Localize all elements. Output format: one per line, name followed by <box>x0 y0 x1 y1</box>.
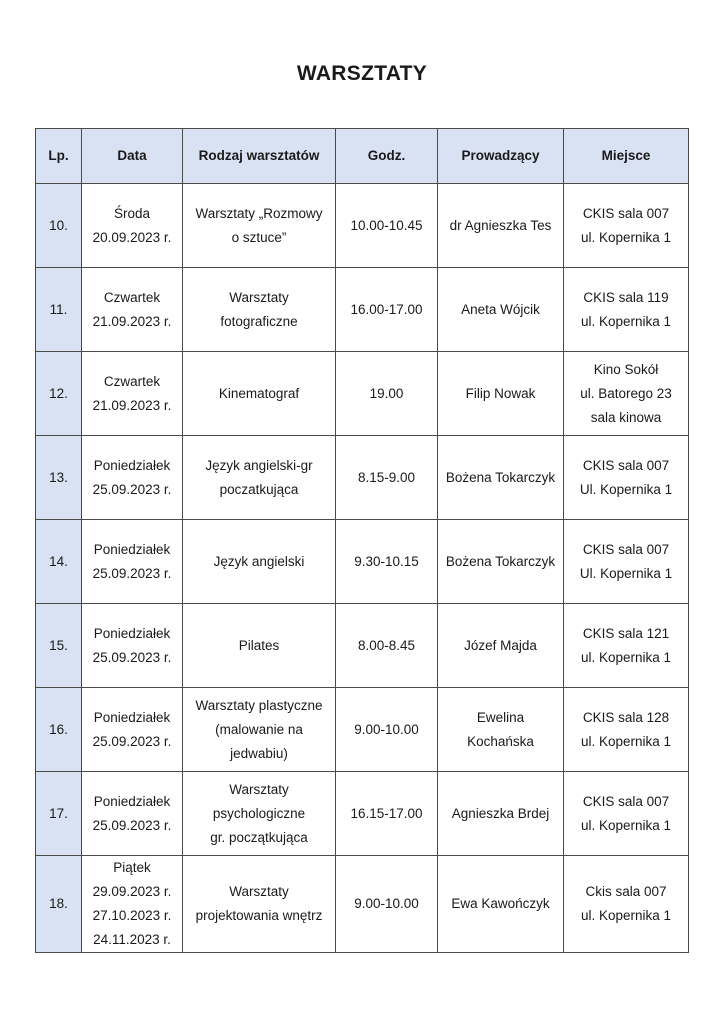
cell-location-line: ul. Batorego 23 <box>580 385 672 401</box>
cell-workshop-type-line: jedwabiu) <box>230 745 288 761</box>
table-row <box>36 352 689 436</box>
cell-instructor-line: Aneta Wójcik <box>461 301 540 317</box>
header-godz: Godz. <box>336 129 438 184</box>
cell-workshop-type <box>183 436 336 520</box>
cell-hours <box>336 268 438 352</box>
cell-date-line: 24.11.2023 r. <box>93 932 171 947</box>
cell-hours <box>336 184 438 268</box>
cell-date-line: 20.09.2023 r. <box>92 229 172 245</box>
cell-workshop-type-line: o sztuce” <box>231 229 287 245</box>
cell-date-line: 25.09.2023 r. <box>92 565 172 581</box>
cell-date-line: 25.09.2023 r. <box>92 649 172 665</box>
cell-workshop-type-line: poczatkująca <box>219 481 299 497</box>
cell-location <box>564 688 689 772</box>
table-row <box>36 520 689 604</box>
cell-date-line: Piątek <box>113 860 151 875</box>
cell-hours <box>336 772 438 856</box>
cell-workshop-type <box>183 856 336 953</box>
cell-location-line: Ul. Kopernika 1 <box>579 481 673 497</box>
table-row <box>36 268 689 352</box>
cell-instructor-line: Ewa Kawończyk <box>451 896 550 911</box>
cell-lp: 18. <box>36 856 82 953</box>
cell-date-line: 29.09.2023 r. <box>92 884 172 899</box>
cell-workshop-type-line: Warsztaty „Rozmowy <box>195 205 323 221</box>
cell-date-line: 21.09.2023 r. <box>92 313 172 329</box>
cell-hours <box>336 352 438 436</box>
cell-location-line: CKIS sala 007 <box>582 457 670 473</box>
cell-instructor <box>438 856 564 953</box>
cell-location <box>564 436 689 520</box>
cell-hours-line: 16.15-17.00 <box>350 805 423 821</box>
cell-date-line: Poniedziałek <box>93 625 171 641</box>
table-body <box>36 184 689 953</box>
cell-workshop-type-line: Warsztaty <box>229 289 289 305</box>
cell-workshop-type <box>183 184 336 268</box>
table-header <box>36 129 689 184</box>
table-row <box>36 772 689 856</box>
cell-lp: 15. <box>36 604 82 688</box>
cell-date <box>82 856 183 953</box>
workshop-table <box>35 128 689 953</box>
table-row <box>36 436 689 520</box>
cell-workshop-type <box>183 688 336 772</box>
cell-hours-line: 10.00-10.45 <box>350 217 423 233</box>
table-row <box>36 688 689 772</box>
cell-location-line: ul. Kopernika 1 <box>580 817 672 833</box>
cell-date-line: 25.09.2023 r. <box>92 817 172 833</box>
cell-workshop-type-line: Warsztaty <box>229 781 289 797</box>
cell-location-line: Ul. Kopernika 1 <box>579 565 673 581</box>
table-row <box>36 184 689 268</box>
cell-location <box>564 520 689 604</box>
cell-date-line: Poniedziałek <box>93 541 171 557</box>
header-row <box>36 129 689 184</box>
cell-lp: 10. <box>36 184 82 268</box>
cell-workshop-type <box>183 772 336 856</box>
cell-hours-line: 9.30-10.15 <box>354 553 419 569</box>
cell-date <box>82 352 183 436</box>
cell-location-line: CKIS sala 128 <box>582 709 670 725</box>
cell-location-line: ul. Kopernika 1 <box>580 229 672 245</box>
cell-lp: 14. <box>36 520 82 604</box>
cell-location <box>564 856 689 953</box>
cell-instructor <box>438 688 564 772</box>
cell-lp: 13. <box>36 436 82 520</box>
cell-date-line: Poniedziałek <box>93 457 171 473</box>
cell-location <box>564 268 689 352</box>
cell-lp: 12. <box>36 352 82 436</box>
cell-instructor <box>438 436 564 520</box>
cell-instructor-line: Bożena Tokarczyk <box>445 553 556 569</box>
cell-hours-line: 9.00-10.00 <box>354 896 419 911</box>
cell-date-line: 25.09.2023 r. <box>92 733 172 749</box>
cell-location-line: CKIS sala 007 <box>582 541 670 557</box>
cell-hours <box>336 688 438 772</box>
cell-location-line: sala kinowa <box>590 409 662 425</box>
cell-date-line: Poniedziałek <box>93 793 171 809</box>
cell-hours-line: 8.15-9.00 <box>357 469 416 485</box>
cell-lp: 11. <box>36 268 82 352</box>
cell-workshop-type-line: Pilates <box>238 637 280 653</box>
cell-workshop-type-line: Warsztaty <box>229 884 289 899</box>
cell-location <box>564 604 689 688</box>
cell-date-line: Poniedziałek <box>93 709 171 725</box>
cell-instructor-line: Kochańska <box>467 733 534 749</box>
cell-workshop-type-line: (malowanie na <box>215 721 303 737</box>
cell-location-line: CKIS sala 007 <box>582 205 670 221</box>
cell-hours-line: 9.00-10.00 <box>354 721 419 737</box>
cell-instructor <box>438 772 564 856</box>
cell-instructor <box>438 604 564 688</box>
cell-workshop-type <box>183 352 336 436</box>
cell-date <box>82 268 183 352</box>
cell-hours <box>336 436 438 520</box>
cell-date <box>82 184 183 268</box>
cell-workshop-type <box>183 520 336 604</box>
cell-hours-line: 16.00-17.00 <box>350 301 423 317</box>
cell-date <box>82 604 183 688</box>
cell-hours <box>336 856 438 953</box>
header-rodzaj: Rodzaj warsztatów <box>183 129 336 184</box>
cell-date-line: Środa <box>113 205 151 221</box>
header-data: Data <box>82 129 183 184</box>
cell-workshop-type-line: Kinematograf <box>218 385 300 401</box>
cell-instructor-line: dr Agnieszka Tes <box>449 217 552 233</box>
cell-workshop-type-line: gr. początkująca <box>210 829 308 845</box>
cell-workshop-type-line: projektowania wnętrz <box>195 908 323 923</box>
header-miejsce: Miejsce <box>564 129 689 184</box>
cell-location-line: ul. Kopernika 1 <box>580 908 672 923</box>
cell-lp: 17. <box>36 772 82 856</box>
cell-hours-line: 19.00 <box>369 385 404 401</box>
cell-instructor <box>438 520 564 604</box>
cell-instructor <box>438 268 564 352</box>
cell-location-line: ul. Kopernika 1 <box>580 649 672 665</box>
cell-instructor <box>438 352 564 436</box>
cell-location-line: ul. Kopernika 1 <box>580 733 672 749</box>
cell-lp: 16. <box>36 688 82 772</box>
cell-location-line: ul. Kopernika 1 <box>580 313 672 329</box>
cell-instructor-line: Filip Nowak <box>465 385 536 401</box>
cell-workshop-type-line: Język angielski <box>213 553 305 569</box>
cell-instructor-line: Agnieszka Brdej <box>451 805 550 821</box>
cell-instructor-line: Bożena Tokarczyk <box>445 469 556 485</box>
cell-date-line: 27.10.2023 r. <box>92 908 172 923</box>
cell-date <box>82 772 183 856</box>
cell-date <box>82 436 183 520</box>
cell-location-line: CKIS sala 007 <box>582 793 670 809</box>
cell-location <box>564 352 689 436</box>
cell-instructor-line: Józef Majda <box>464 637 537 653</box>
cell-location-line: CKIS sala 119 <box>583 289 669 305</box>
cell-instructor <box>438 184 564 268</box>
cell-location <box>564 184 689 268</box>
cell-location-line: Ckis sala 007 <box>585 884 667 899</box>
header-lp: Lp. <box>36 129 82 184</box>
cell-date-line: Czwartek <box>103 373 161 389</box>
cell-workshop-type-line: Język angielski-gr <box>205 457 313 473</box>
cell-date-line: 21.09.2023 r. <box>92 397 172 413</box>
page-title: WARSZTATY <box>296 62 428 85</box>
table-row <box>36 856 689 953</box>
cell-location <box>564 772 689 856</box>
table-row <box>36 604 689 688</box>
cell-workshop-type <box>183 604 336 688</box>
cell-instructor-line: Ewelina <box>476 709 525 725</box>
cell-date-line: 25.09.2023 r. <box>92 481 172 497</box>
cell-workshop-type-line: fotograficzne <box>220 313 298 329</box>
cell-hours <box>336 520 438 604</box>
cell-workshop-type-line: Warsztaty plastyczne <box>195 697 323 713</box>
cell-date-line: Czwartek <box>103 289 161 305</box>
cell-hours-line: 8.00-8.45 <box>357 637 416 653</box>
header-prowadzacy: Prowadzący <box>438 129 564 184</box>
cell-hours <box>336 604 438 688</box>
cell-location-line: CKIS sala 121 <box>582 625 670 641</box>
cell-date <box>82 688 183 772</box>
cell-workshop-type <box>183 268 336 352</box>
cell-date <box>82 520 183 604</box>
cell-workshop-type-line: psychologiczne <box>212 805 306 821</box>
cell-location-line: Kino Sokół <box>593 361 659 377</box>
